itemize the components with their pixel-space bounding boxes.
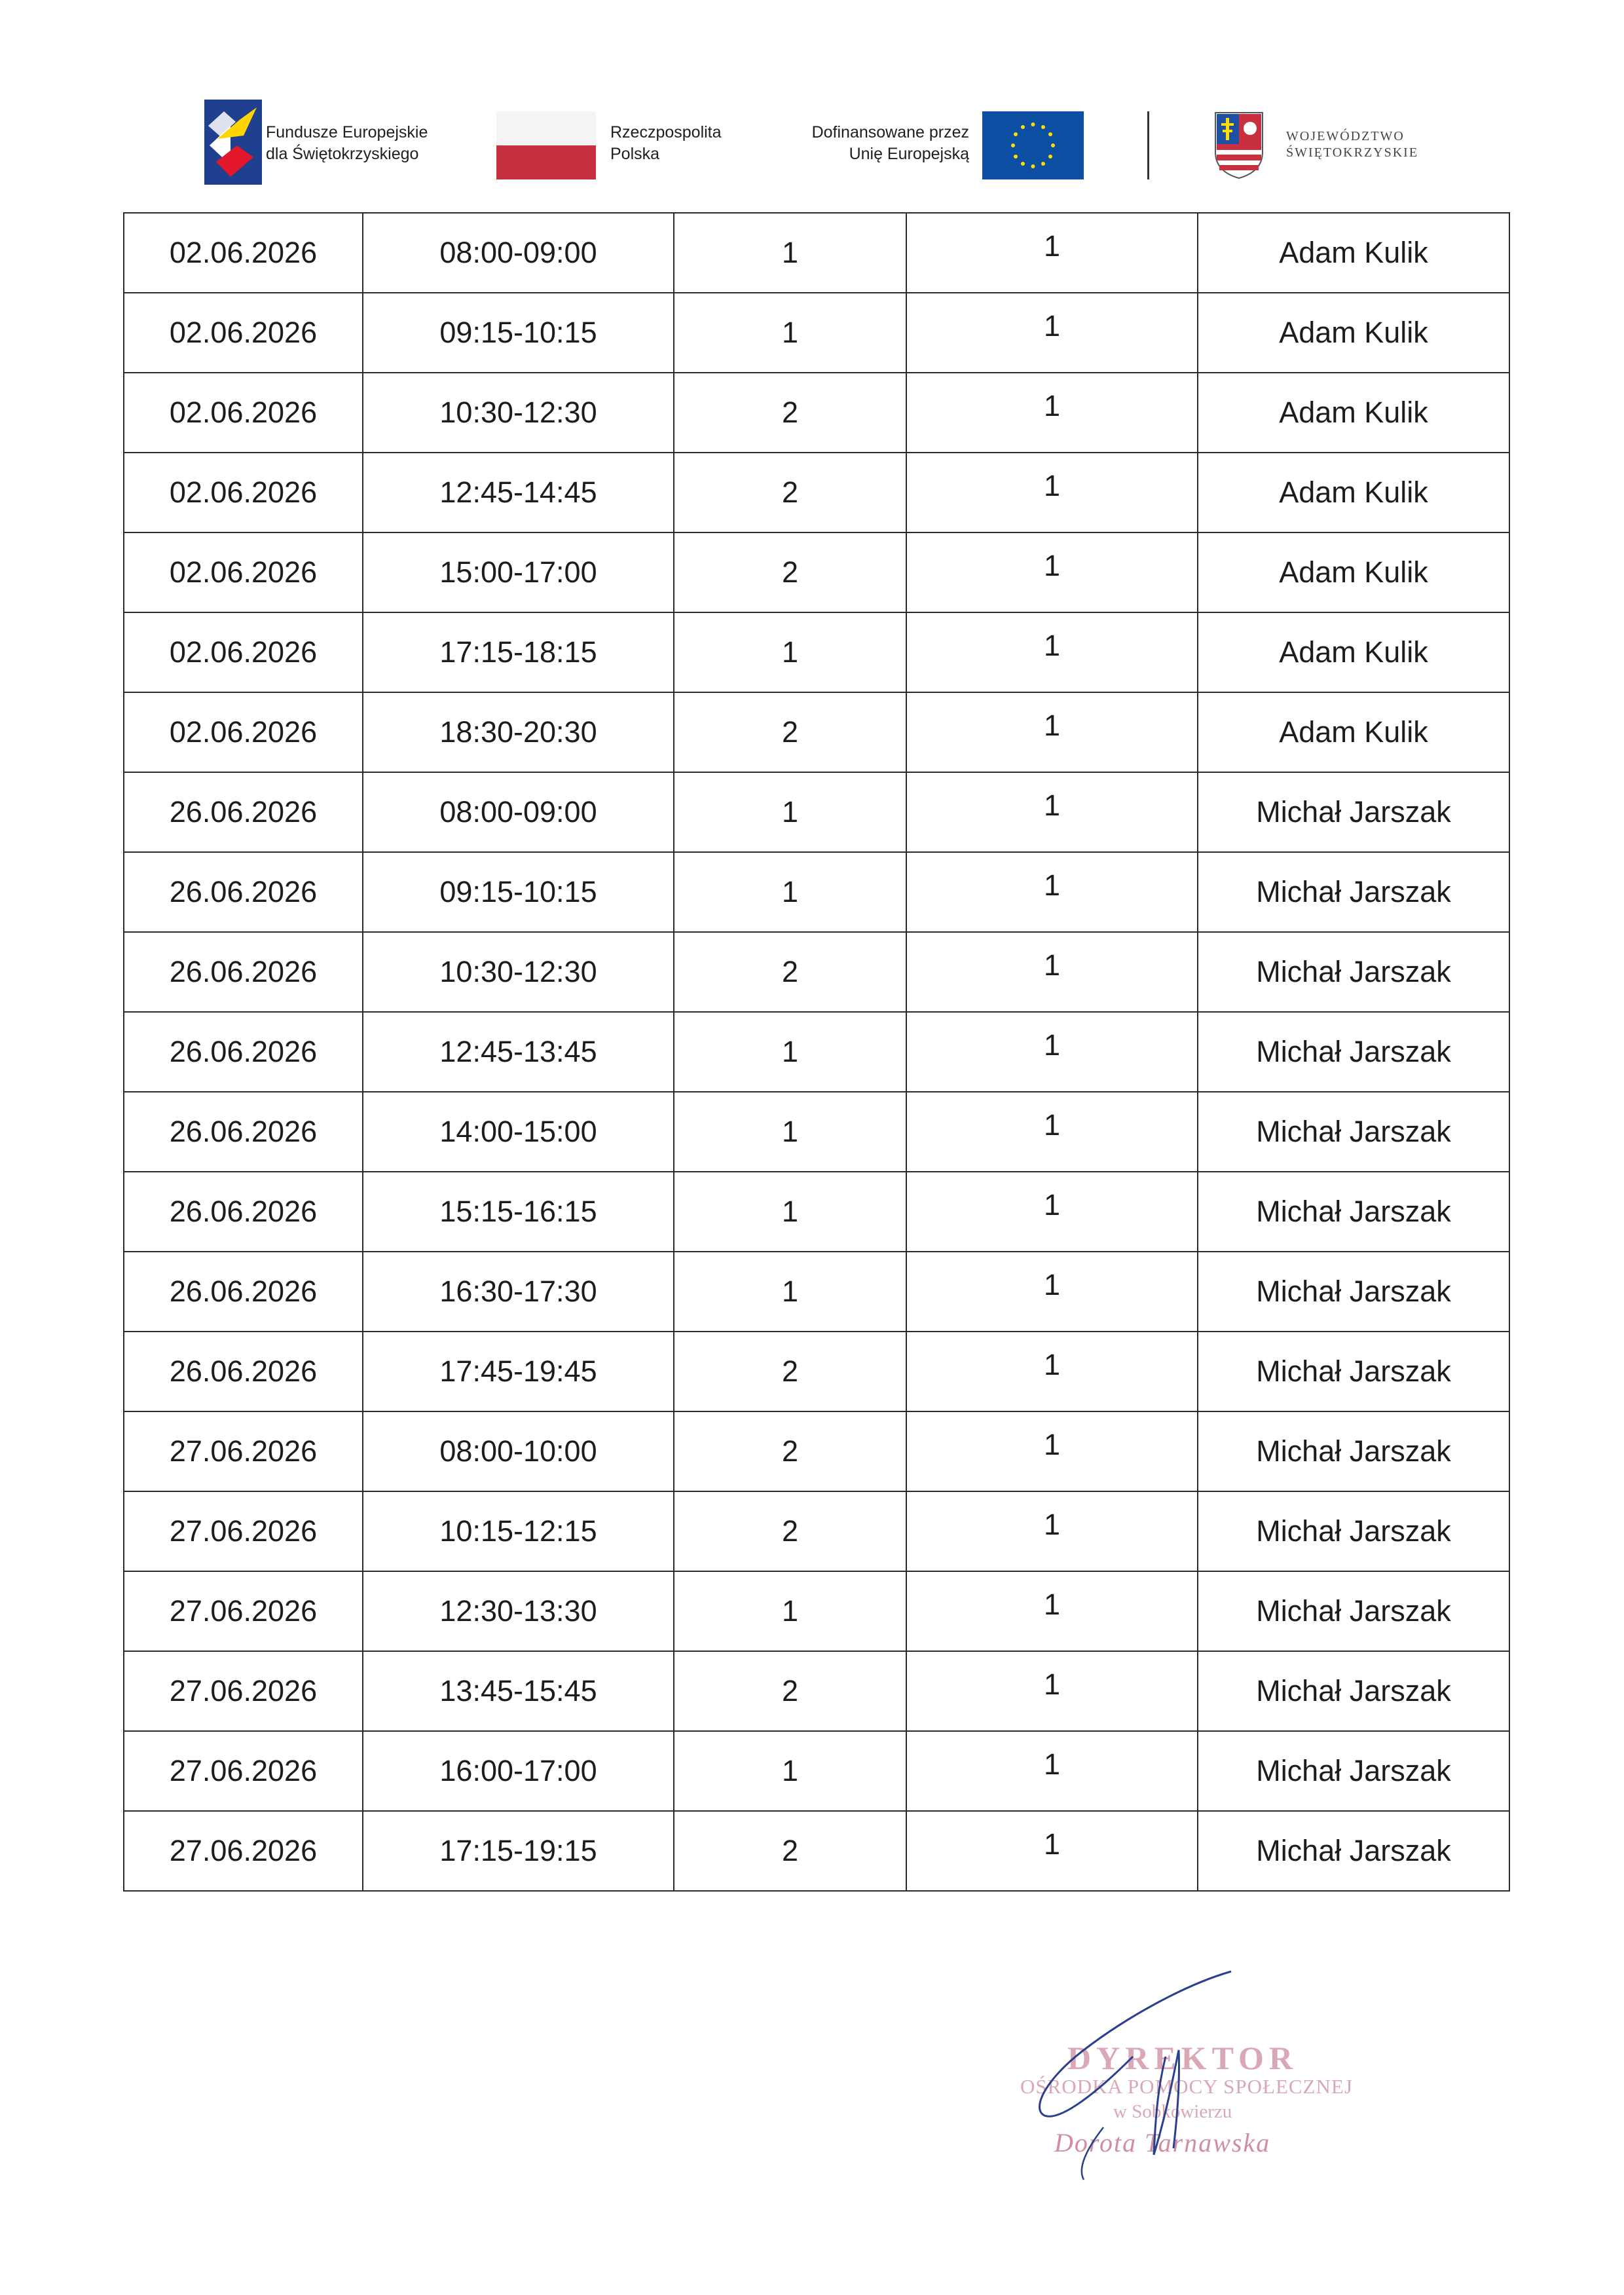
cell-date: 26.06.2026 [124,1332,363,1411]
cell-date: 26.06.2026 [124,932,363,1012]
cell-hours: 2 [674,1651,906,1731]
table-row [124,1811,1509,1891]
cell-count: 1 [906,932,1198,1012]
cell-trainer: Michał Jarszak [1198,1252,1509,1332]
coat-of-arms-icon [1214,111,1264,179]
table-row [124,373,1509,453]
cell-count: 1 [906,1012,1198,1092]
cell-count: 1 [906,1332,1198,1411]
table-row [124,1411,1509,1491]
cell-date: 26.06.2026 [124,852,363,932]
woj-label [1286,128,1418,161]
cell-date: 26.06.2026 [124,1012,363,1092]
header-separator [1147,111,1149,179]
cell-time: 10:30-12:30 [363,932,674,1012]
cell-trainer: Adam Kulik [1198,532,1509,612]
cell-time: 08:00-10:00 [363,1411,674,1491]
cell-hours: 1 [674,1252,906,1332]
cell-time: 08:00-09:00 [363,213,674,293]
cell-trainer: Adam Kulik [1198,373,1509,453]
cell-count: 1 [906,1411,1198,1491]
cell-count: 1 [906,692,1198,772]
cell-hours: 2 [674,692,906,772]
cell-date: 26.06.2026 [124,772,363,852]
cell-hours: 1 [674,1731,906,1811]
cell-date: 26.06.2026 [124,1172,363,1252]
cell-date: 27.06.2026 [124,1571,363,1651]
table-row [124,1651,1509,1731]
table-row [124,293,1509,373]
cell-date: 27.06.2026 [124,1651,363,1731]
cell-hours: 1 [674,1172,906,1252]
cell-time: 12:30-13:30 [363,1571,674,1651]
cell-time: 16:00-17:00 [363,1731,674,1811]
table-row [124,1491,1509,1571]
cell-trainer: Adam Kulik [1198,453,1509,532]
cell-time: 13:45-15:45 [363,1651,674,1731]
cell-count: 1 [906,1252,1198,1332]
ue-line1: Dofinansowane przez [811,123,969,141]
cell-count: 1 [906,532,1198,612]
cell-count: 1 [906,612,1198,692]
table-row [124,453,1509,532]
table-row [124,1012,1509,1092]
cell-hours: 1 [674,612,906,692]
cell-hours: 1 [674,1012,906,1092]
cell-count: 1 [906,293,1198,373]
cell-trainer: Michał Jarszak [1198,1411,1509,1491]
table-row [124,1571,1509,1651]
pl-label [610,122,722,165]
cell-date: 02.06.2026 [124,213,363,293]
cell-hours: 1 [674,852,906,932]
cell-hours: 2 [674,453,906,532]
cell-hours: 2 [674,1491,906,1571]
cell-date: 26.06.2026 [124,1252,363,1332]
cell-time: 12:45-14:45 [363,453,674,532]
cell-date: 02.06.2026 [124,692,363,772]
cell-trainer: Adam Kulik [1198,612,1509,692]
cell-count: 1 [906,373,1198,453]
cell-count: 1 [906,453,1198,532]
cell-time: 10:30-12:30 [363,373,674,453]
stamp-org: OŚRODKA POMOCY SPOŁECZNEJ [1020,2075,1353,2098]
pl-flag-icon [496,111,596,179]
cell-count: 1 [906,852,1198,932]
cell-date: 02.06.2026 [124,373,363,453]
table-row [124,772,1509,852]
cell-time: 09:15-10:15 [363,293,674,373]
woj-line2: ŚWIĘTOKRZYSKIE [1286,145,1419,160]
cell-count: 1 [906,1172,1198,1252]
cell-trainer: Michał Jarszak [1198,1332,1509,1411]
cell-date: 27.06.2026 [124,1811,363,1891]
cell-date: 27.06.2026 [124,1731,363,1811]
cell-trainer: Michał Jarszak [1198,1571,1509,1651]
cell-hours: 2 [674,1332,906,1411]
cell-time: 17:15-18:15 [363,612,674,692]
cell-trainer: Michał Jarszak [1198,1491,1509,1571]
stamp-name: Dorota Tarnawska [1054,2128,1271,2157]
fe-logo-icon [204,100,262,185]
cell-trainer: Michał Jarszak [1198,772,1509,852]
cell-hours: 1 [674,293,906,373]
cell-time: 15:00-17:00 [363,532,674,612]
eu-flag-icon [982,111,1084,179]
cell-trainer: Michał Jarszak [1198,1651,1509,1731]
pl-line2: Polska [610,145,660,163]
cell-date: 26.06.2026 [124,1092,363,1172]
table-row [124,1172,1509,1252]
cell-count: 1 [906,1571,1198,1651]
cell-date: 02.06.2026 [124,532,363,612]
cell-trainer: Michał Jarszak [1198,1092,1509,1172]
table-row [124,852,1509,932]
cell-hours: 2 [674,532,906,612]
cell-date: 02.06.2026 [124,293,363,373]
cell-time: 17:45-19:45 [363,1332,674,1411]
cell-trainer: Michał Jarszak [1198,932,1509,1012]
cell-count: 1 [906,213,1198,293]
stamp-location: w Sobkowierzu [1113,2101,1232,2122]
table-row [124,692,1509,772]
cell-trainer: Adam Kulik [1198,293,1509,373]
table-row [124,1332,1509,1411]
cell-count: 1 [906,1811,1198,1891]
pl-line1: Rzeczpospolita [610,123,722,141]
cell-count: 1 [906,772,1198,852]
cell-time: 14:00-15:00 [363,1092,674,1172]
cell-hours: 1 [674,1092,906,1172]
cell-hours: 1 [674,1571,906,1651]
cell-time: 09:15-10:15 [363,852,674,932]
schedule-body [124,213,1509,1891]
stamp-title: DYREKTOR [1067,2040,1299,2076]
cell-date: 02.06.2026 [124,453,363,532]
table-row [124,213,1509,293]
fe-line1: Fundusze Europejskie [266,123,428,141]
cell-hours: 2 [674,373,906,453]
cell-hours: 1 [674,213,906,293]
cell-time: 17:15-19:15 [363,1811,674,1891]
signature-mark [969,1958,1428,2194]
table-row [124,1252,1509,1332]
cell-count: 1 [906,1491,1198,1571]
cell-time: 12:45-13:45 [363,1012,674,1092]
table-row [124,532,1509,612]
table-row [124,932,1509,1012]
cell-trainer: Michał Jarszak [1198,1172,1509,1252]
cell-hours: 2 [674,932,906,1012]
schedule-table [123,212,1510,1892]
fe-line2: dla Świętokrzyskiego [266,145,419,163]
cell-time: 08:00-09:00 [363,772,674,852]
cell-hours: 1 [674,772,906,852]
ue-label [773,122,969,165]
cell-count: 1 [906,1651,1198,1731]
cell-time: 15:15-16:15 [363,1172,674,1252]
cell-hours: 2 [674,1411,906,1491]
fe-label [266,122,428,165]
logo-header [0,0,1624,196]
cell-time: 10:15-12:15 [363,1491,674,1571]
cell-count: 1 [906,1731,1198,1811]
table-row [124,612,1509,692]
table-row [124,1092,1509,1172]
cell-trainer: Michał Jarszak [1198,1811,1509,1891]
cell-time: 18:30-20:30 [363,692,674,772]
cell-date: 02.06.2026 [124,612,363,692]
woj-line1: WOJEWÓDZTWO [1286,129,1405,143]
cell-time: 16:30-17:30 [363,1252,674,1332]
cell-trainer: Michał Jarszak [1198,1731,1509,1811]
cell-trainer: Adam Kulik [1198,213,1509,293]
cell-hours: 2 [674,1811,906,1891]
table-row [124,1731,1509,1811]
cell-trainer: Michał Jarszak [1198,1012,1509,1092]
cell-date: 27.06.2026 [124,1411,363,1491]
ue-line2: Unię Europejską [849,145,969,163]
cell-date: 27.06.2026 [124,1491,363,1571]
cell-count: 1 [906,1092,1198,1172]
cell-trainer: Adam Kulik [1198,692,1509,772]
cell-trainer: Michał Jarszak [1198,852,1509,932]
